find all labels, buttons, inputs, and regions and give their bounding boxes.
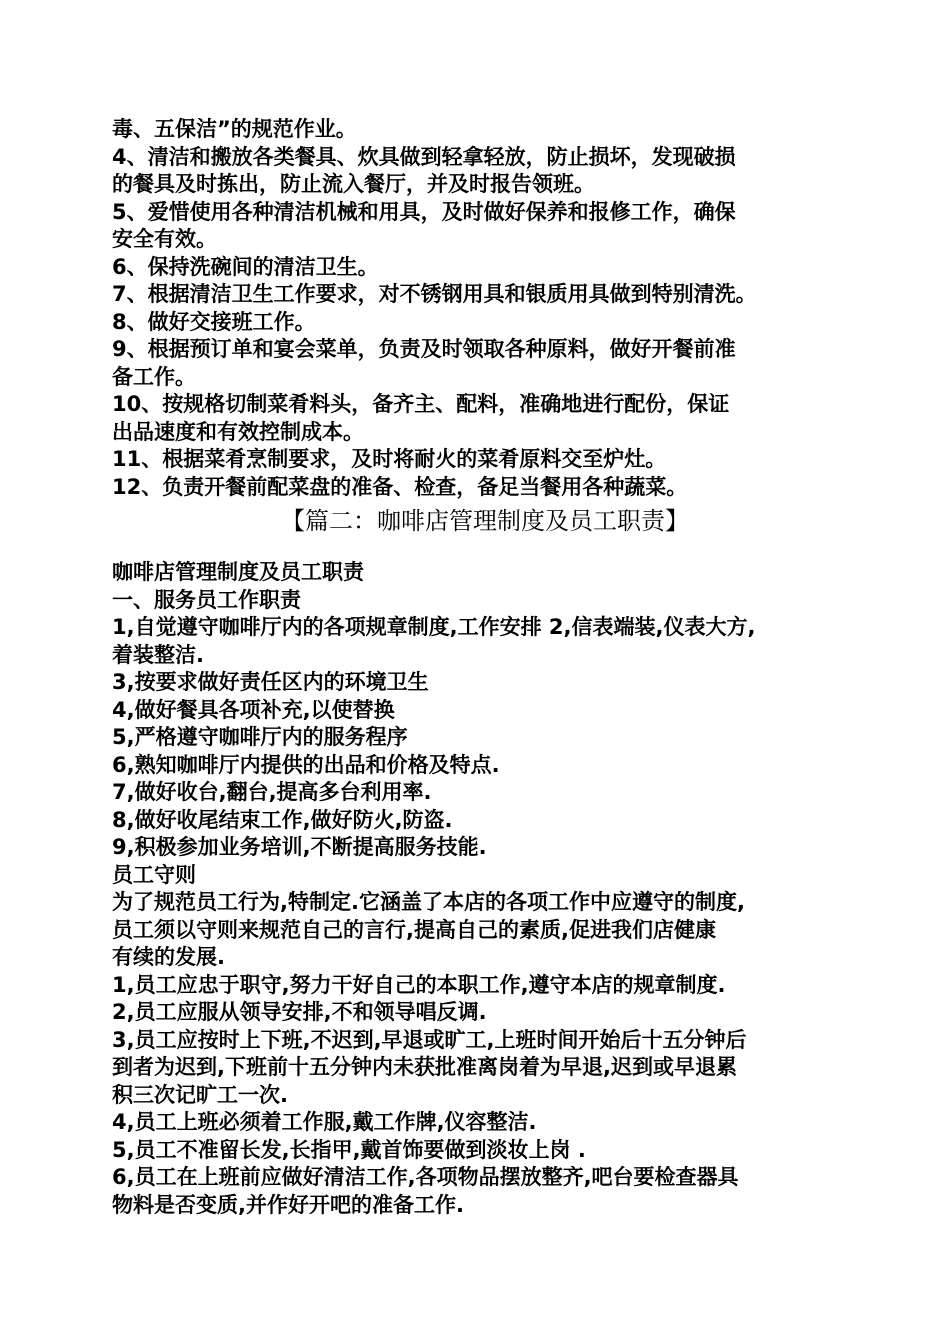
- section-part2: [112, 559, 852, 1219]
- text-line: 出品速度和有效控制成本。: [112, 419, 364, 444]
- text-line: 的餐具及时拣出，防止流入餐厅，并及时报告领班。: [112, 172, 595, 196]
- text-line: 1,员工应忠于职守,努力干好自己的本职工作,遵守本店的规章制度.: [112, 972, 726, 997]
- text-line: 12、负责开餐前配菜盘的准备、检查，备足当餐用各种蔬菜。: [112, 474, 688, 499]
- text-line: 3,员工应按时上下班,不迟到,早退或旷工,上班时间开始后十五分钟后: [112, 1027, 747, 1052]
- document-page: [112, 116, 852, 1219]
- text-line: 有续的发展.: [112, 945, 225, 969]
- text-line: 6,员工在上班前应做好清洁工作,各项物品摆放整齐,吧台要检查器具: [112, 1165, 739, 1189]
- text-line: 4、清洁和搬放各类餐具、炊具做到轻拿轻放，防止损坏，发现破损: [112, 144, 736, 169]
- section-part1: [112, 116, 852, 501]
- text-line: 7,做好收台,翻台,提高多台利用率.: [112, 780, 432, 804]
- text-line: 安全有效。: [112, 227, 217, 251]
- text-line: 4,做好餐具各项补充,以使替换: [112, 697, 395, 722]
- text-line: 为了规范员工行为,特制定.它涵盖了本店的各项工作中应遵守的制度,: [112, 890, 745, 914]
- text-line: 到者为迟到,下班前十五分钟内未获批准离岗着为早退,迟到或早退累: [112, 1055, 737, 1079]
- text-line: 5,严格遵守咖啡厅内的服务程序: [112, 725, 408, 749]
- text-line: 10、按规格切制菜肴料头，备齐主、配料，准确地进行配份，保证: [112, 392, 730, 416]
- text-line: 11、根据菜肴烹制要求，及时将耐火的菜肴原料交至炉灶。: [112, 447, 667, 471]
- text-line: 咖啡店管理制度及员工职责: [112, 560, 364, 584]
- text-line: 物料是否变质,并作好开吧的准备工作.: [112, 1192, 464, 1217]
- text-line: 9、根据预订单和宴会菜单，负责及时领取各种原料，做好开餐前准: [112, 337, 736, 361]
- text-line: 8、做好交接班工作。: [112, 309, 316, 334]
- text-line: 3,按要求做好责任区内的环境卫生: [112, 670, 429, 694]
- text-line: 7、根据清洁卫生工作要求，对不锈钢用具和银质用具做到特别清洗。: [112, 282, 757, 306]
- text-line: 6、保持洗碗间的清洁卫生。: [112, 254, 379, 279]
- text-line: 6,熟知咖啡厅内提供的出品和价格及特点.: [112, 752, 500, 777]
- text-line: 5、爱惜使用各种清洁机械和用具，及时做好保养和报修工作，确保: [112, 199, 736, 224]
- text-line: 着装整洁.: [112, 642, 204, 667]
- text-line: 员工守则: [112, 862, 196, 887]
- text-line: 1,自觉遵守咖啡厅内的各项规章制度,工作安排 2,信表端装,仪表大方,: [112, 615, 756, 639]
- text-line: 5,员工不准留长发,长指甲,戴首饰要做到淡妆上岗 .: [112, 1137, 586, 1162]
- text-line: 4,员工上班必须着工作服,戴工作牌,仪容整洁.: [112, 1110, 537, 1134]
- text-line: 毒、五保洁”的规范作业。: [112, 117, 357, 141]
- text-line: 9,积极参加业务培训,不断提高服务技能.: [112, 835, 487, 859]
- section-heading: 【篇二：咖啡店管理制度及员工职责】: [281, 507, 689, 535]
- text-line: 2,员工应服从领导安排,不和领导唱反调.: [112, 1000, 487, 1024]
- text-line: 备工作。: [112, 364, 196, 389]
- text-line: 积三次记旷工一次.: [112, 1082, 288, 1107]
- text-line: 8,做好收尾结束工作,做好防火,防盗.: [112, 807, 453, 832]
- text-line: 一、服务员工作职责: [112, 587, 301, 612]
- text-line: 员工须以守则来规范自己的言行,提高自己的素质,促进我们店健康: [112, 917, 716, 942]
